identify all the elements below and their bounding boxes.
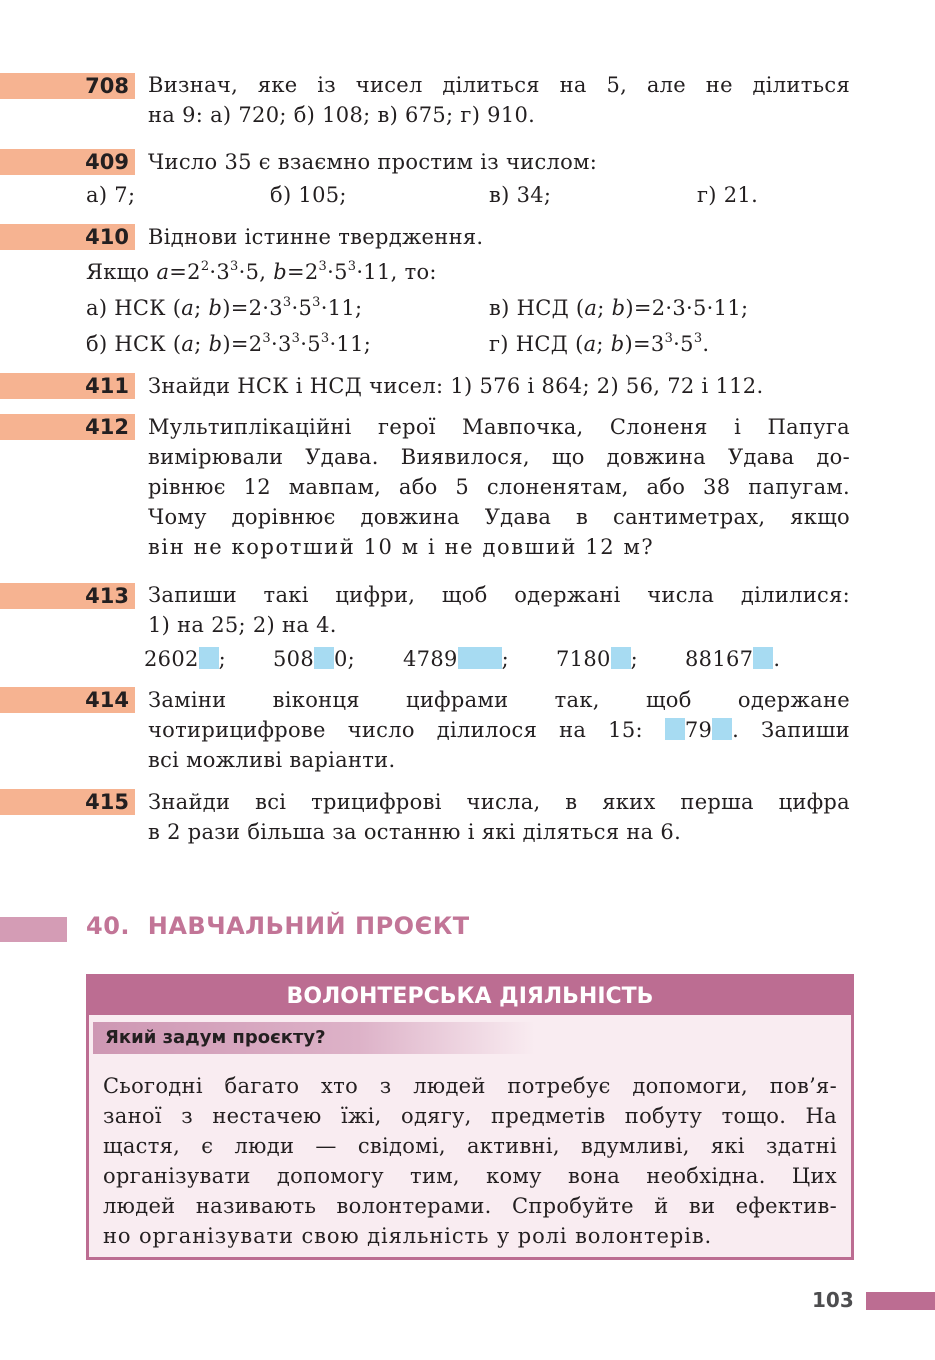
exercise-410-line-1: Віднови істинне твердження. bbox=[148, 225, 484, 249]
number-1: 2602 bbox=[144, 647, 199, 671]
page-number-bar bbox=[866, 1292, 935, 1310]
exercise-410-condition: Якщо $a=2^2\cdot 3^3\cdot 5$, $b=2^3\cdot 5^3\cdot 11$, то: bbox=[86, 259, 437, 284]
exercise-413-number-5: 88167 . bbox=[685, 647, 781, 671]
section-marker-bar bbox=[0, 917, 67, 942]
exercise-410-option-c: в) НСД (a; b)=2·3·5·11; bbox=[489, 296, 749, 320]
panel-text-line-1: Сьогодні багато хто з людей потребує допомоги, пов’я- bbox=[103, 1074, 837, 1098]
panel-text-line-2: заної з нестачею їжі, одягу, предметів побуту тощо. На bbox=[103, 1104, 837, 1128]
exercise-number-411: 411 bbox=[0, 373, 135, 399]
section-heading bbox=[86, 912, 470, 940]
exercise-409-option-a: а) 7; bbox=[86, 183, 136, 207]
exercise-412-line-4: Чому дорівнює довжина Удава в сантиметрах, якщо bbox=[148, 505, 850, 529]
digit-box[interactable] bbox=[199, 647, 219, 669]
project-panel bbox=[86, 974, 854, 1260]
digit-box[interactable] bbox=[314, 647, 334, 669]
exercise-412-line-2: вимірювали Удава. Виявилося, що довжина Удава до- bbox=[148, 445, 850, 469]
exercise-412-line-3: рівнює 12 мавпам, або 5 слоненятам, або 38 папугам. bbox=[148, 475, 850, 499]
exercise-414-line-2: чотирицифрове число ділилося на 15: 79 . Запиши bbox=[148, 718, 850, 742]
panel-text-line-6: но організувати свою діяльність у ролі волонтерів. bbox=[103, 1224, 713, 1248]
exercise-number-414: 414 bbox=[0, 687, 135, 713]
digit-box[interactable] bbox=[611, 647, 631, 669]
exercise-708-line-2: на 9: а) 720; б) 108; в) 675; г) 910. bbox=[148, 103, 536, 127]
exercise-number-415: 415 bbox=[0, 789, 135, 815]
exercise-409-option-b: б) 105; bbox=[270, 183, 347, 207]
exercise-409-option-c: в) 34; bbox=[489, 183, 552, 207]
exercise-708-line-1: Визнач, яке із чисел ділиться на 5, але не ділиться bbox=[148, 73, 850, 97]
exercise-number-412: 412 bbox=[0, 414, 135, 440]
panel-subtitle: Який задум проєкту? bbox=[93, 1022, 535, 1054]
section-number: 40. bbox=[86, 912, 131, 940]
exercise-number-413: 413 bbox=[0, 583, 135, 609]
exercise-412-line-1: Мультиплікаційні герої Мавпочка, Слоненя і Папуга bbox=[148, 415, 850, 439]
exercise-413-number-2: 508 0; bbox=[273, 647, 356, 671]
exercise-413-number-4: 7180 ; bbox=[556, 647, 639, 671]
exercise-415-line-2: в 2 рази більша за останню і які діляться на 6. bbox=[148, 820, 682, 844]
exercise-411-line-1: Знайди НСК і НСД чисел: 1) 576 і 864; 2) 56, 72 і 112. bbox=[148, 374, 764, 398]
exercise-number-409: 409 bbox=[0, 149, 135, 175]
exercise-412-line-5: він не коротший 10 м і не довший 12 м? bbox=[148, 535, 655, 559]
exercise-number-708: 708 bbox=[0, 73, 135, 99]
exercise-409-line-1: Число 35 є взаємно простим із числом: bbox=[148, 150, 598, 174]
exercise-number-410: 410 bbox=[0, 224, 135, 250]
exercise-414-line-3: всі можливі варіанти. bbox=[148, 748, 396, 772]
panel-text-line-3: щастя, є люди — свідомі, активні, вдумливі, які здатні bbox=[103, 1134, 837, 1158]
panel-text-line-4: організувати допомогу тим, кому вона необхідна. Цих bbox=[103, 1164, 837, 1188]
digit-box-double[interactable] bbox=[458, 647, 502, 669]
digit-box[interactable] bbox=[665, 718, 685, 740]
exercise-413-line-1: Запиши такі цифри, щоб одержані числа ділилися: bbox=[148, 583, 850, 607]
exercise-415-line-1: Знайди всі трицифрові числа, в яких перша цифра bbox=[148, 790, 850, 814]
exercise-410-option-b: б) НСК (a; $b)=2^3\cdot 3^3\cdot 5^3\cdot 11$; bbox=[86, 331, 372, 356]
exercise-413-line-2: 1) на 25; 2) на 4. bbox=[148, 613, 337, 637]
panel-title: ВОЛОНТЕРСЬКА ДІЯЛЬНІСТЬ bbox=[89, 977, 851, 1015]
exercise-410-option-a: а) НСК (a; $b)=2\cdot 3^3\cdot 5^3\cdot 11$; bbox=[86, 295, 363, 320]
exercise-409-option-d: г) 21. bbox=[697, 183, 759, 207]
panel-text-line-5: людей називають волонтерами. Спробуйте й ви ефектив- bbox=[103, 1194, 837, 1218]
exercise-414-line-1: Заміни віконця цифрами так, щоб одержане bbox=[148, 688, 850, 712]
digit-box[interactable] bbox=[712, 718, 732, 740]
digit-box[interactable] bbox=[753, 647, 773, 669]
exercise-413-number-3: 4789 ; bbox=[403, 647, 510, 671]
exercise-413-numbers: 2602 ; bbox=[144, 647, 227, 671]
exercise-410-option-d: г) НСД (a; $b)=3^3\cdot 5^3$. bbox=[489, 331, 710, 356]
page-number: 103 bbox=[812, 1288, 854, 1312]
section-title: НАВЧАЛЬНИЙ ПРОЄКТ bbox=[147, 912, 470, 940]
